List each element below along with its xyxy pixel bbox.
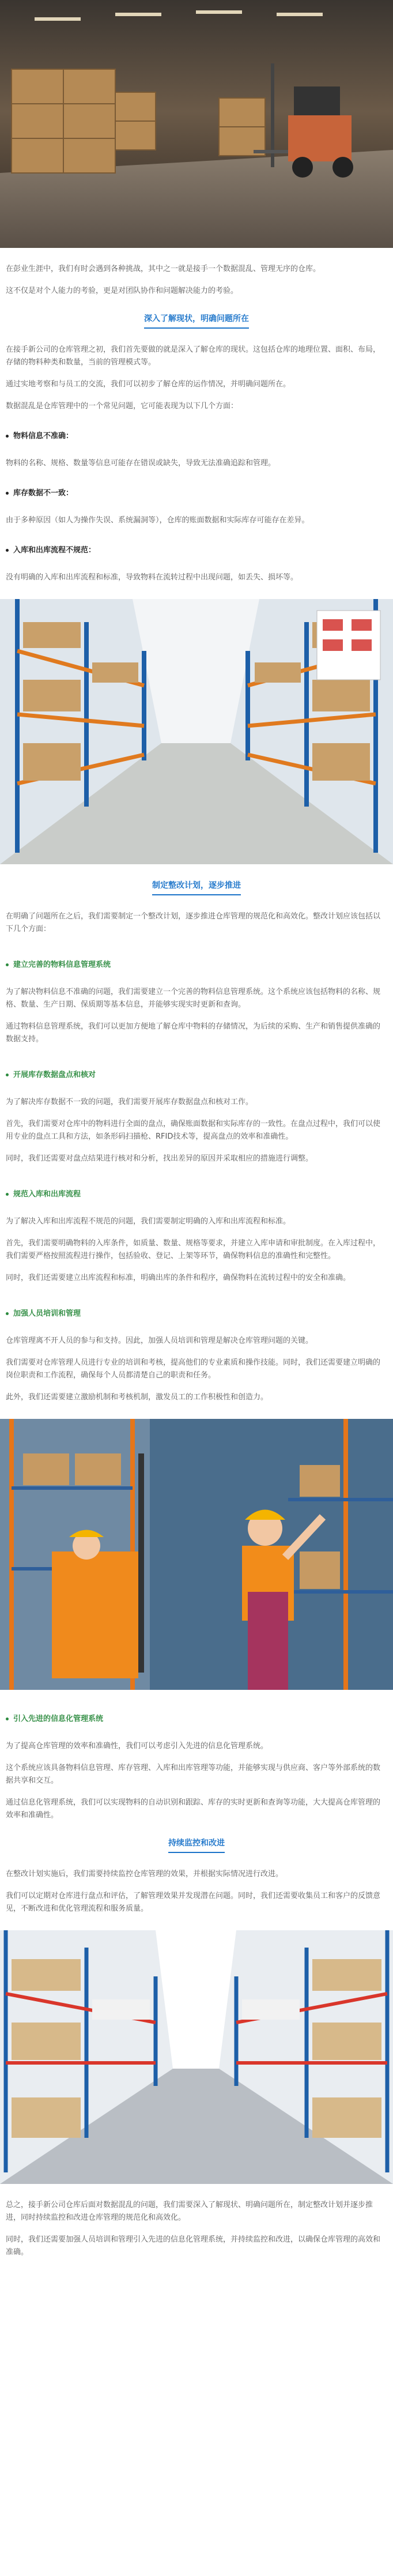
intro-paragraph-1: 在彭业生涯中，我们有时会遇到各种挑战，其中之一就是接手一个数据混乱、管理无序的仓库。: [6, 265, 321, 273]
list-item-text: 物料的名称、规格、数量等信息可能存在错误或缺失，导致无法准确追踪和管理。: [6, 459, 276, 468]
section2-paragraph-1: 在明确了问题所在之后，我们需要制定一个整改计划，逐步推进仓库管理的规范化和高效化。整改计划应该包括以下几个方面：: [6, 912, 381, 933]
section1-paragraph-3: 数据混乱是仓库管理中的一个常见问题，它可能表现为以下几个方面：: [6, 402, 239, 410]
subsection-paragraph: 首先，我们需要对仓库中的物料进行全面的盘点，确保账面数据和实际库存的一致性。在盘点过程中，我们可以使用专业的盘点工具和方法，如条形码扫描枪、RFID技术等，提高盘点的效率和准确性。: [6, 1120, 381, 1141]
intro-paragraph-2: 这不仅是对个人能力的考验，更是对团队协作和问题解决能力的考验。: [6, 287, 239, 295]
subsection-paragraph: 这个系统应该具备物料信息管理、库存管理、入库和出库管理等功能，并能够实现与供应商、客户等外部系统的数据共享和交互。: [6, 1764, 381, 1785]
subsection-heading: 开展库存数据盘点和核对: [0, 1068, 393, 1079]
subsection-paragraph: 为了解决入库和出库流程不规范的问题，我们需要制定明确的入库和出库流程和标准。: [6, 1217, 291, 1226]
warehouse-forklift-photo: [0, 0, 393, 248]
section3-paragraph-4: 同时，我们还需要加强人员培训和管理引入先进的信息化管理系统，并持续监控和改进，以确保仓库管理的高效和准确。: [6, 2235, 381, 2257]
section1-paragraph-1: 在接手新公司的仓库管理之初，我们首先要做的就是深入了解仓库的现状。这包括仓库的地理位置、面积、布局，存储的物料种类和数量，当前的管理模式等。: [6, 345, 381, 367]
subsection-heading: 规范入库和出库流程: [0, 1188, 393, 1199]
subsection-paragraph: 为了提高仓库管理的效率和准确性，我们可以考虑引入先进的信息化管理系统。: [6, 1742, 269, 1750]
subsection-paragraph: 通过信息化管理系统，我们可以实现物料的自动识别和跟踪、库存的实时更新和查询等功能，大大提高仓库管理的效率和准确性。: [6, 1798, 381, 1820]
subsection-paragraph: 通过物料信息管理系统，我们可以更加方便地了解仓库中物料的存储情况，为后续的采购、生产和销售提供准确的数据支持。: [6, 1022, 381, 1044]
list-item-title: 库存数据不一致：: [0, 487, 393, 498]
section3-paragraph-1: 在整改计划实施后，我们需要持续监控仓库管理的效果，并根据实际情况进行改进。: [6, 1870, 284, 1878]
subsection-heading: 引入先进的信息化管理系统: [0, 1712, 393, 1723]
subsection-heading: 加强人员培训和管理: [0, 1307, 393, 1318]
subsection-paragraph: 我们需要对仓库管理人员进行专业的培训和考核，提高他们的专业素质和操作技能。同时，我们还需要建立明确的岗位职责和工作流程，确保每个人员都清楚自己的职责和任务。: [6, 1358, 381, 1380]
list-item-title: 物料信息不准确：: [0, 430, 393, 440]
section3-paragraph-3: 总之，接手新公司仓库后面对数据混乱的问题，我们需要深入了解现状、明确问题所在，制定整改计划并逐步推进，同时持续监控和改进仓库管理的规范化和高效化。: [6, 2201, 373, 2222]
section1-heading: 深入了解现状，明确问题所在: [0, 312, 393, 329]
list-item-text: 没有明确的入库和出库流程和标准，导致物料在流转过程中出现问题，如丢失、损坏等。: [6, 573, 298, 582]
subsection-paragraph: 为了解决库存数据不一致的问题，我们需要开展库存数据盘点和核对工作。: [6, 1098, 254, 1106]
list-item-text: 由于多种原因（如人为操作失误、系统漏洞等），仓库的账面数据和实际库存可能存在差异。: [6, 516, 309, 525]
warehouse-shelves-photo: [0, 1930, 393, 2184]
warehouse-aisle-photo: [0, 599, 393, 864]
section1-paragraph-2: 通过实地考察和与员工的交流，我们可以初步了解仓库的运作情况，并明确问题所在。: [6, 380, 291, 389]
list-item-title: 入库和出库流程不规范：: [0, 544, 393, 555]
subsection-paragraph: 同时，我们还需要建立出库流程和标准，明确出库的条件和程序，确保物料在流转过程中的安全和准确。: [6, 1274, 351, 1282]
section3-paragraph-2: 我们可以定期对仓库进行盘点和评估，了解管理效果并发现潜在问题。同时，我们还需要收集员工和客户的反馈意见，不断改进和优化管理流程和服务质量。: [6, 1892, 381, 1913]
subsection-paragraph: 首先，我们需要明确物料的入库条件，如质量、数量、规格等要求，并建立入库申请和审批制度。在入库过程中，我们需要严格按照流程进行操作，包括验收、登记、上架等环节，确保物料信息的准确性和完整性。: [6, 1239, 381, 1260]
section3-heading: 持续监控和改进: [0, 1837, 393, 1853]
subsection-paragraph: 为了解决物料信息不准确的问题，我们需要建立一个完善的物料信息管理系统。这个系统应该包括物料的名称、规格、数量、生产日期、保质期等基本信息，并能够实现实时更新和查询。: [6, 988, 381, 1009]
subsection-heading: 建立完善的物料信息管理系统: [0, 958, 393, 969]
subsection-paragraph: 同时，我们还需要对盘点结果进行核对和分析，找出差异的原因并采取相应的措施进行调整。: [6, 1154, 313, 1163]
warehouse-worker-photo: [0, 1419, 393, 1690]
subsection-paragraph: 此外，我们还需要建立激励机制和考核机制，激发员工的工作积极性和创造力。: [6, 1393, 269, 1402]
section2-heading: 制定整改计划，逐步推进: [0, 879, 393, 895]
subsection-paragraph: 仓库管理离不开人员的参与和支持。因此，加强人员培训和管理是解决仓库管理问题的关键。: [6, 1336, 313, 1345]
